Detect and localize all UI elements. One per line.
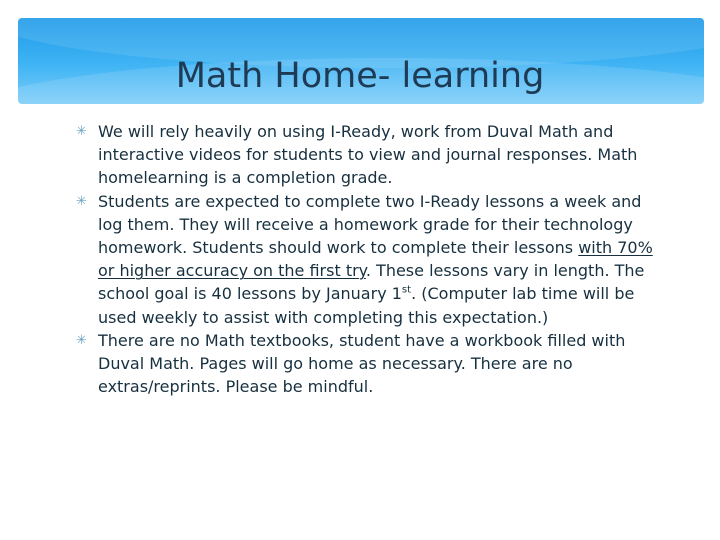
list-item bbox=[76, 120, 656, 190]
bullet-text: There are no Math textbooks, student have a workbook filled with Duval Math. Pages will go home as necessary. There are no extras/reprints. Please be mindful. bbox=[98, 330, 626, 397]
list-item bbox=[76, 329, 656, 399]
asterisk-bullet-icon: ✳ bbox=[76, 124, 87, 139]
page-title: Math Home- learning bbox=[175, 56, 545, 96]
superscript-text: st bbox=[401, 285, 412, 297]
bullet-list bbox=[76, 120, 656, 398]
bullet-text: Students are expected to complete two I-Ready lessons a week and log them. They will receive a homework grade for their technology homework. Students should work to complete their lessons bbox=[98, 191, 642, 258]
bullet-text: . These lessons vary in length. The school goal is 40 lessons by January 1 bbox=[98, 261, 645, 304]
bullet-text: We will rely heavily on using I-Ready, work from Duval Math and interactive videos for students to view and journal responses. Math homelearning is a completion grade. bbox=[98, 122, 638, 188]
list-item bbox=[76, 190, 656, 329]
underlined-text: with 70% or higher accuracy on the first try bbox=[98, 238, 653, 281]
asterisk-bullet-icon: ✳ bbox=[76, 332, 87, 348]
asterisk-bullet-icon: ✳ bbox=[76, 193, 87, 209]
bullet-text: . (Computer lab time will be used weekly to assist with completing this expectation.) bbox=[98, 284, 635, 327]
